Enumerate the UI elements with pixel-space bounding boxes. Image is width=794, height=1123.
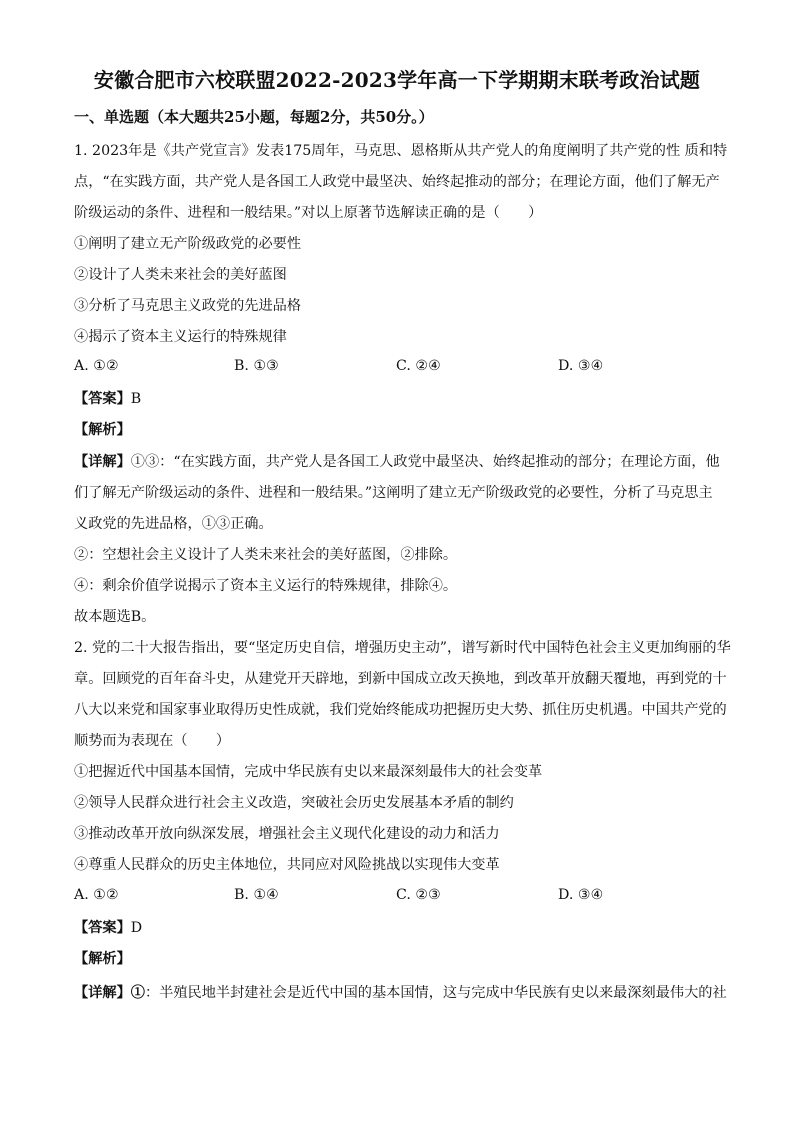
question-2-item: ④尊重人民群众的历史主体地位，共同应对风险挑战以实现伟大变革 xyxy=(74,857,500,873)
question-1-option-b: B. ①③ xyxy=(234,358,279,374)
section-heading: 一、单选题（本大题共25小题，每题2分，共50分。） xyxy=(74,108,434,126)
question-2-item: ③推动改革开放向纵深发展，增强社会主义现代化建设的动力和活力 xyxy=(74,826,500,842)
question-2-stem-line: 八大以来党和国家事业取得历史性成就，我们党始终能成功把握历史大势、抓住历史机遇。中国共产党的 xyxy=(74,702,727,718)
question-1-item: ②设计了人类未来社会的美好蓝图 xyxy=(74,267,287,283)
question-2-stem-line: 章。回顾党的百年奋斗史，从建党开天辟地，到新中国成立改天换地，到改革开放翻天覆地，再到党的十 xyxy=(74,671,727,687)
detail-tag: 【详解】 xyxy=(74,454,131,470)
question-1-answer xyxy=(74,389,141,409)
question-2-detail-line xyxy=(74,983,727,1003)
question-1-detail-line: 义政党的先进品格，①③正确。 xyxy=(74,516,273,532)
question-2-item: ①把握近代中国基本国情，完成中华民族有史以来最深刻最伟大的社会变革 xyxy=(74,764,543,780)
question-1-option-a: A. ①② xyxy=(74,358,119,374)
question-1-stem-line: 1. 2023年是《共产党宣言》发表175周年，马克思、恩格斯从共产党人的角度阐明了共产党的性 质和特 xyxy=(74,143,728,159)
question-2-stem-line: 顺势而为表现在（ ） xyxy=(74,733,231,749)
question-1-detail-line: 们了解无产阶级运动的条件、进程和一般结果。”这阐明了建立无产阶级政党的必要性，分析了马克思主 xyxy=(74,485,713,501)
question-1-analysis-tag: 【解析】 xyxy=(74,422,131,438)
detail-text: ①③：“在实践方面，共产党人是各国工人政党中最坚决、始终起推动的部分；在理论方面，他 xyxy=(130,454,720,470)
question-2-option-c: C. ②③ xyxy=(396,887,441,903)
question-2-option-b: B. ①④ xyxy=(234,887,279,903)
question-1-stem-line: 点，“在实践方面，共产党人是各国工人政党中最坚决、始终起推动的部分；在理论方面，他们了解无产 xyxy=(74,174,720,190)
answer-value: B xyxy=(130,391,142,407)
detail-mark: ① xyxy=(130,985,145,1001)
question-1-option-c: C. ②④ xyxy=(396,358,441,374)
question-2-answer xyxy=(74,918,142,938)
question-1-option-d: D. ③④ xyxy=(558,358,604,374)
page-title: 安徽合肥市六校联盟2022-2023学年高一下学期期末联考政治试题 xyxy=(93,68,701,92)
question-1-detail-line: ②：空想社会主义设计了人类未来社会的美好蓝图，②排除。 xyxy=(74,547,458,563)
question-2-option-d: D. ③④ xyxy=(558,887,604,903)
question-1-detail-line: 故本题选B。 xyxy=(74,609,156,625)
question-1-item: ④揭示了资本主义运行的特殊规律 xyxy=(74,329,287,345)
detail-tag: 【详解】 xyxy=(74,985,131,1001)
answer-tag: 【答案】 xyxy=(74,920,131,936)
question-1-item: ③分析了马克思主义政党的先进品格 xyxy=(74,298,302,314)
question-2-item: ②领导人民群众进行社会主义改造，突破社会历史发展基本矛盾的制约 xyxy=(74,795,514,811)
question-2-analysis-tag: 【解析】 xyxy=(74,951,131,967)
question-1-detail-line: ④：剩余价值学说揭示了资本主义运行的特殊规律，排除④。 xyxy=(74,578,458,594)
question-2-stem-line: 2. 党的二十大报告指出，要“坚定历史自信，增强历史主动”，谱写新时代中国特色社会主义更加绚丽的华 xyxy=(74,640,731,656)
detail-text: ：半殖民地半封建社会是近代中国的基本国情，这与完成中华民族有史以来最深刻最伟大的社 xyxy=(144,985,727,1001)
answer-tag: 【答案】 xyxy=(74,391,131,407)
question-2-option-a: A. ①② xyxy=(74,887,119,903)
question-1-item: ①阐明了建立无产阶级政党的必要性 xyxy=(74,236,302,252)
question-1-stem-line: 阶级运动的条件、进程和一般结果。”对以上原著节选解读正确的是（ ） xyxy=(74,205,543,221)
question-1-detail-line xyxy=(74,452,720,472)
answer-value: D xyxy=(130,920,143,936)
